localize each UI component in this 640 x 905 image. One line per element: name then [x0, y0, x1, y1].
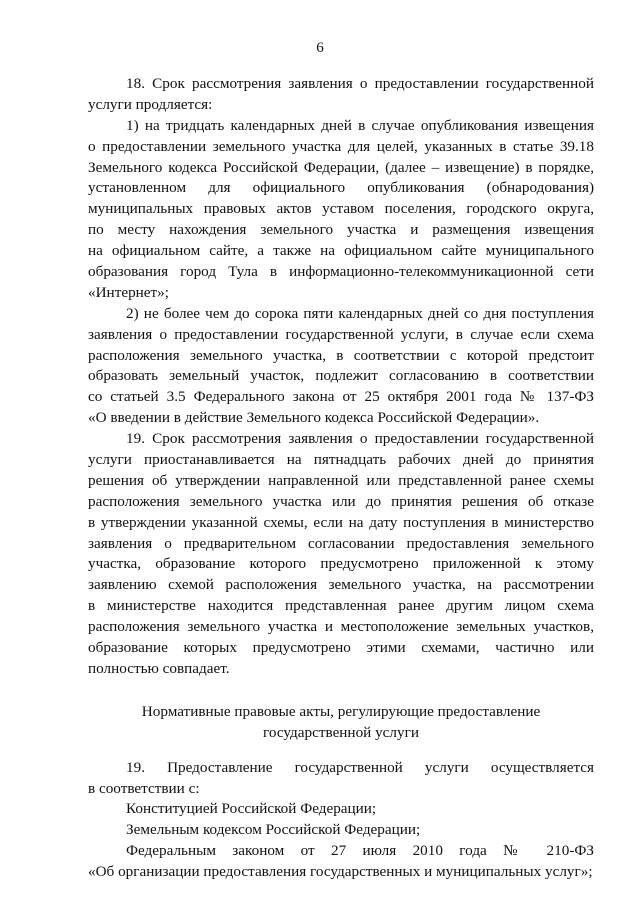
text-line: образование которых предусмотрено этими схемами, частично или — [88, 639, 594, 657]
text-line: по месту нахождения земельного участка и размещения извещения — [88, 221, 594, 239]
document-body — [88, 74, 594, 883]
text-line: образовать земельный участок, подлежит согласованию в соответствии — [88, 367, 594, 385]
text-line: 19. Срок рассмотрения заявления о предоставлении государственной — [126, 430, 594, 448]
paragraph-18-2 — [88, 304, 594, 429]
text-line: «Интернет»; — [88, 283, 169, 301]
legal-list — [88, 799, 594, 841]
text-line: со статьей 3.5 Федерального закона от 25 октября 2001 года № 137-ФЗ — [88, 388, 594, 406]
text-line: Федеральным законом от 27 июля 2010 года № 210-ФЗ — [126, 842, 594, 860]
text-line: образования город Тула в информационно-телекоммуникационной сети — [88, 263, 594, 281]
text-line: расположения земельного участка, в соответствии с которой предстоит — [88, 346, 594, 364]
text-line: 19. Предоставление государственной услуги осуществляется — [126, 758, 594, 776]
heading-line: государственной услуги — [263, 723, 419, 741]
paragraph-18-1 — [88, 116, 594, 304]
text-line: Земельного кодекса Российской Федерации, (далее – извещение) в порядке, — [88, 158, 594, 176]
text-line: «О введении в действие Земельного кодекса Российской Федерации». — [88, 409, 540, 427]
paragraph-19 — [88, 429, 594, 680]
paragraph-18 — [88, 74, 594, 116]
text-line: в утверждении указанной схемы, если на дату поступления в министерство — [88, 513, 594, 531]
text-line: на официальном сайте, а также на официальном сайте муниципального — [88, 242, 594, 260]
text-line: услуги продляется: — [88, 95, 213, 113]
text-line: заявлению схемой расположения земельного участка, на рассмотрении — [88, 576, 594, 594]
spacer — [88, 744, 594, 758]
text-line: участка, образование которого предусмотрено приложенной к этому — [88, 555, 594, 573]
text-line: муниципальных правовых актов уставом поселения, городского округа, — [88, 200, 594, 218]
list-item: Земельным кодексом Российской Федерации; — [126, 821, 421, 839]
text-line: решения об утверждении направленной или представленной ранее схемы — [88, 471, 594, 489]
text-line: расположения земельного участка и местоположение земельных участков, — [88, 618, 594, 636]
text-line: «Об организации предоставления государственных и муниципальных услуг»; — [88, 863, 593, 881]
spacer — [88, 680, 594, 702]
text-line: расположения земельного участка или до принятия решения об отказе — [88, 492, 594, 510]
text-line: 18. Срок рассмотрения заявления о предоставлении государственной — [126, 75, 594, 92]
text-line: 2) не более чем до сорока пяти календарных дней со дня поступления — [126, 304, 594, 322]
text-line: установленном для официального опубликования (обнародования) — [88, 179, 594, 197]
federal-law-item — [88, 841, 594, 883]
text-line: заявления о предварительном согласовании предоставления земельного — [88, 534, 594, 552]
page-number: 6 — [316, 40, 324, 56]
text-line: полностью совпадает. — [88, 659, 230, 677]
list-item: Конституцией Российской Федерации; — [126, 800, 377, 818]
text-line: 1) на тридцать календарных дней в случае опубликования извещения — [126, 116, 594, 134]
text-line: заявления о предоставлении государственной услуги, в случае если схема — [88, 325, 594, 343]
text-line: о предоставлении земельного участка для целей, указанных в статье 39.18 — [88, 137, 594, 155]
section-heading — [88, 702, 594, 744]
heading-line: Нормативные правовые акты, регулирующие предоставление — [141, 702, 541, 720]
text-line: в министерстве находится представленная ранее другим лицом схема — [88, 597, 594, 615]
text-line: услуги приостанавливается на пятнадцать рабочих дней до принятия — [88, 451, 594, 469]
text-line: в соответствии с: — [88, 779, 200, 797]
paragraph-19b — [88, 758, 594, 800]
